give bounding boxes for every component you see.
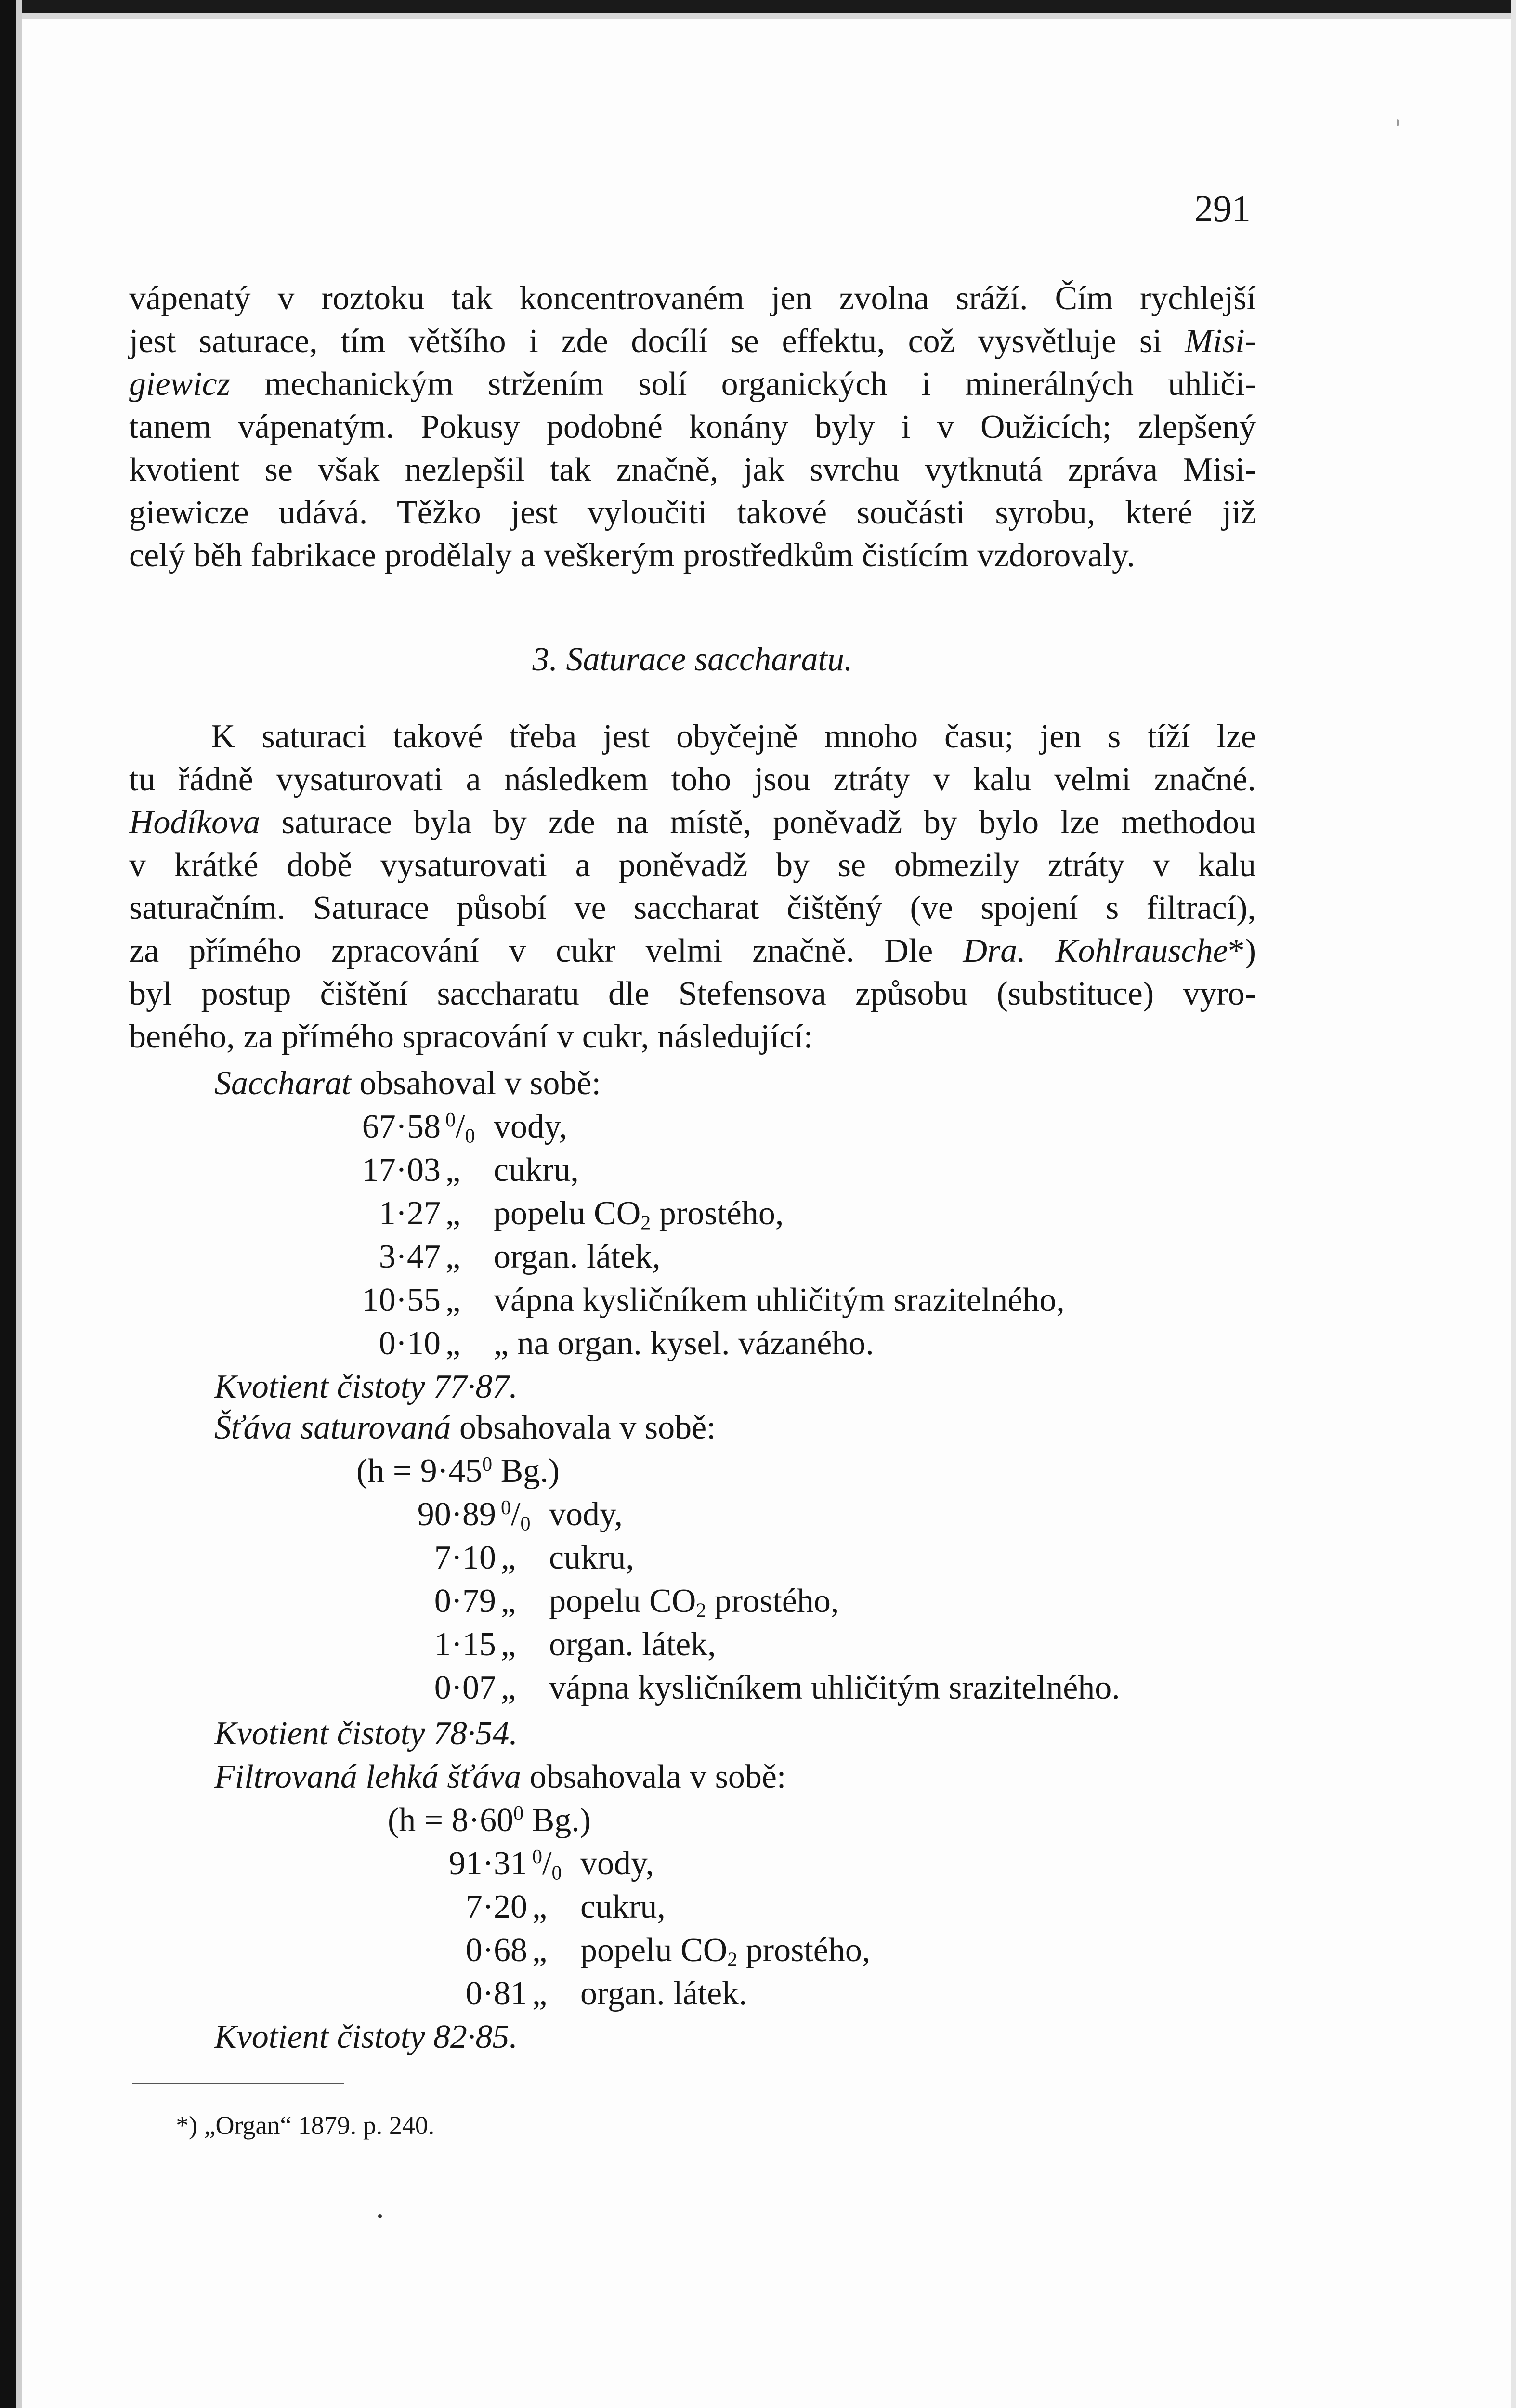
filtrovana-row (431, 1885, 666, 1929)
component-description (494, 1149, 579, 1192)
component-description (580, 1972, 747, 2015)
percent-superscript: 0 (532, 1845, 542, 1868)
component-unit: „ (501, 1583, 516, 1620)
text-run: saturačním. Saturace působí ve saccharat čištěný (ve spojení s filtrací), (129, 890, 1256, 927)
page-number: 291 (1194, 187, 1251, 229)
saccharat-row (344, 1149, 579, 1192)
text-run: *) (1228, 932, 1256, 969)
density-post: Bg.) (492, 1453, 560, 1490)
density-pre: (h = 8·60 (388, 1802, 514, 1839)
filtrovana-density (388, 1799, 591, 1842)
text-run: celý běh fabrikace prodělaly a veškerým prostředkům čistícím vzdorovaly. (129, 537, 1135, 574)
description-text: popelu CO (494, 1195, 641, 1232)
kvotient-value: 78·54. (433, 1715, 518, 1752)
text-run: K saturaci takové třeba jest obyčejně mnoho času; jen s tíží lze (211, 718, 1256, 755)
stava-density (356, 1450, 560, 1493)
paragraph-2-line (211, 715, 1256, 759)
description-text: prostého, (706, 1583, 839, 1620)
component-description (580, 1842, 654, 1885)
footnote: *) „Organ“ 1879. p. 240. (176, 2111, 435, 2140)
component-value: 7·10 (434, 1539, 496, 1576)
paragraph-1-line (129, 363, 1256, 406)
kvotient-label: Kvotient čistoty (214, 1368, 425, 1405)
kvotient-label: Kvotient čistoty (214, 1715, 425, 1752)
filtrovana-label (214, 1755, 786, 1799)
paragraph-2-line (129, 1015, 1256, 1059)
paragraph-1-line (129, 534, 1256, 577)
scan-speck (378, 2214, 382, 2218)
density-degree: 0 (513, 1802, 524, 1825)
text-run: beného, za přímého spracování v cukr, následující: (129, 1018, 813, 1055)
saccharat-row (344, 1235, 661, 1279)
text-run: mechanickým stržením solí organických i minerálných uhliči- (230, 366, 1256, 403)
saccharat-kvotient (214, 1365, 518, 1409)
component-description (549, 1666, 1120, 1710)
component-unit: „ (445, 1325, 461, 1362)
component-value: 91·31 (448, 1845, 527, 1882)
scan-top-edge (0, 0, 1516, 13)
component-unit (496, 1493, 549, 1536)
paragraph-2-line (129, 844, 1256, 887)
component-unit (527, 1842, 580, 1885)
paragraph-1-line (129, 448, 1256, 492)
paragraph-2-line (129, 929, 1256, 973)
component-description (494, 1235, 661, 1279)
italic-run: giewicz (129, 366, 230, 403)
paragraph-1-line (129, 277, 1256, 320)
saccharat-row (344, 1322, 874, 1365)
italic-run: Misi- (1185, 323, 1256, 360)
percent-superscript: 0 (445, 1109, 456, 1131)
description-text: cukru, (580, 1888, 666, 1925)
description-text: prostého, (651, 1195, 784, 1232)
description-text: vody, (549, 1496, 623, 1533)
percent-slash: / (456, 1108, 465, 1145)
component-unit: „ (532, 1975, 548, 2012)
stava-row (400, 1493, 623, 1536)
text-run: giewicze udává. Těžko jest vyloučiti takové součásti syrobu, které již (129, 494, 1256, 531)
paragraph-2-line (129, 972, 1256, 1016)
component-value: 90·89 (417, 1496, 496, 1533)
saccharat-label (214, 1062, 601, 1105)
component-description (494, 1105, 567, 1149)
component-description (549, 1493, 623, 1536)
component-unit: „ (532, 1888, 548, 1925)
percent-subscript: 0 (551, 1862, 562, 1885)
component-description (549, 1580, 839, 1623)
scan-left-shadow (16, 0, 22, 2408)
density-post: Bg.) (523, 1802, 591, 1839)
text-run: za přímého zpracování v cukr velmi značně. Dle (129, 932, 963, 969)
filtrovana-row (431, 1972, 747, 2015)
percent-slash: / (542, 1845, 552, 1882)
component-value: 0·68 (465, 1932, 527, 1969)
stava-row (400, 1580, 839, 1623)
saccharat-row (344, 1105, 567, 1149)
scan-right-edge (1511, 0, 1516, 2408)
section-heading: 3. Saturace saccharatu. (532, 641, 853, 678)
description-text: vody, (580, 1845, 654, 1882)
description-text: vody, (494, 1108, 567, 1145)
footnote-rule (132, 2083, 344, 2084)
description-text: popelu CO (549, 1583, 696, 1620)
percent-superscript: 0 (501, 1496, 511, 1519)
text-run: tu řádně vysaturovati a následkem toho jsou ztráty v kalu velmi značné. (129, 761, 1256, 798)
description-text: organ. látek. (580, 1975, 747, 2012)
density-degree: 0 (482, 1453, 493, 1476)
component-value: 67·58 (362, 1108, 441, 1145)
component-value: 7·20 (465, 1888, 527, 1925)
component-value: 17·03 (362, 1152, 441, 1189)
component-description (549, 1536, 634, 1580)
paragraph-1-line (129, 406, 1256, 449)
component-value: 0·10 (379, 1325, 441, 1362)
description-text: vápna kysličníkem uhličitým srazitelného, (494, 1282, 1065, 1319)
component-unit: „ (532, 1932, 548, 1969)
component-value: 0·07 (434, 1669, 496, 1706)
filtrovana-label-rest: obsahovala v sobě: (521, 1758, 786, 1795)
component-description (494, 1279, 1065, 1322)
component-unit (441, 1105, 494, 1149)
component-description (549, 1623, 716, 1666)
description-text: „ na organ. kysel. vázaného. (494, 1325, 874, 1362)
component-unit: „ (501, 1669, 516, 1706)
chemical-subscript: 2 (640, 1212, 651, 1234)
stava-label-italic: Šťáva saturovaná (214, 1409, 451, 1446)
component-value: 1·27 (379, 1195, 441, 1232)
italic-run: Hodíkova (129, 804, 261, 841)
chemical-subscript: 2 (727, 1949, 738, 1971)
percent-slash: / (511, 1496, 521, 1533)
component-description (580, 1885, 666, 1929)
component-unit: „ (501, 1539, 516, 1576)
component-unit: „ (445, 1195, 461, 1232)
filtrovana-row (431, 1929, 870, 1972)
text-run: vápenatý v roztoku tak koncentrovaném jen zvolna sráží. Čím rychlejší (129, 280, 1256, 317)
description-text: cukru, (494, 1152, 579, 1189)
text-run: kvotient se však nezlepšil tak značně, jak svrchu vytknutá zpráva Misi- (129, 451, 1256, 488)
text-run: saturace byla by zde na místě, poněvadž by bylo lze methodou (260, 804, 1256, 841)
component-unit: „ (501, 1626, 516, 1663)
component-description (580, 1929, 870, 1972)
paragraph-2-line (129, 758, 1256, 801)
component-value: 0·79 (434, 1583, 496, 1620)
paragraph-1-line (129, 491, 1256, 535)
kvotient-value: 82·85. (433, 2018, 518, 2055)
stava-label-rest: obsahovala v sobě: (451, 1409, 716, 1446)
component-description (494, 1322, 874, 1365)
description-text: popelu CO (580, 1932, 728, 1969)
percent-subscript: 0 (465, 1125, 475, 1148)
description-text: prostého, (737, 1932, 871, 1969)
component-value: 10·55 (362, 1282, 441, 1319)
percent-subscript: 0 (520, 1513, 531, 1535)
kvotient-label: Kvotient čistoty (214, 2018, 425, 2055)
component-unit: „ (445, 1282, 461, 1319)
saccharat-label-italic: Saccharat (214, 1065, 351, 1102)
description-text: organ. látek, (494, 1238, 661, 1275)
description-text: organ. látek, (549, 1626, 716, 1663)
scan-speck (1397, 119, 1399, 126)
component-unit: „ (445, 1152, 461, 1189)
filtrovana-label-italic: Filtrovaná lehká šťáva (214, 1758, 522, 1795)
text-run: tanem vápenatým. Pokusy podobné konány byly i v Oužicích; zlepšený (129, 408, 1256, 445)
density-pre: (h = 9·45 (356, 1453, 483, 1490)
saccharat-label-rest: obsahoval v sobě: (351, 1065, 601, 1102)
stava-row (400, 1666, 1120, 1710)
saccharat-row (344, 1192, 784, 1235)
filtrovana-row (431, 1842, 654, 1885)
italic-run: Dra. Kohlrausche (963, 932, 1228, 969)
paragraph-1-line (129, 320, 1256, 363)
text-run: byl postup čištění saccharatu dle Stefensova způsobu (substituce) vyro- (129, 975, 1256, 1012)
paragraph-2-line (129, 887, 1256, 930)
stava-kvotient (214, 1712, 518, 1755)
component-value: 3·47 (379, 1238, 441, 1275)
component-value: 0·81 (465, 1975, 527, 2012)
scan-top-shadow (0, 13, 1516, 19)
text-run: jest saturace, tím většího i zde docílí se effektu, což vysvětluje si (129, 323, 1185, 360)
filtrovana-kvotient (214, 2015, 518, 2059)
text-run: v krátké době vysaturovati a poněvadž by se obmezily ztráty v kalu (129, 847, 1256, 884)
kvotient-value: 77·87. (433, 1368, 518, 1405)
description-text: cukru, (549, 1539, 634, 1576)
scan-left-edge (0, 0, 16, 2408)
component-description (494, 1192, 784, 1235)
paragraph-2-line (129, 801, 1256, 844)
stava-label (214, 1406, 716, 1450)
description-text: vápna kysličníkem uhličitým srazitelného. (549, 1669, 1120, 1706)
chemical-subscript: 2 (696, 1599, 706, 1622)
stava-row (400, 1623, 716, 1666)
saccharat-row (344, 1279, 1065, 1322)
stava-row (400, 1536, 634, 1580)
component-unit: „ (445, 1238, 461, 1275)
component-value: 1·15 (434, 1626, 496, 1663)
